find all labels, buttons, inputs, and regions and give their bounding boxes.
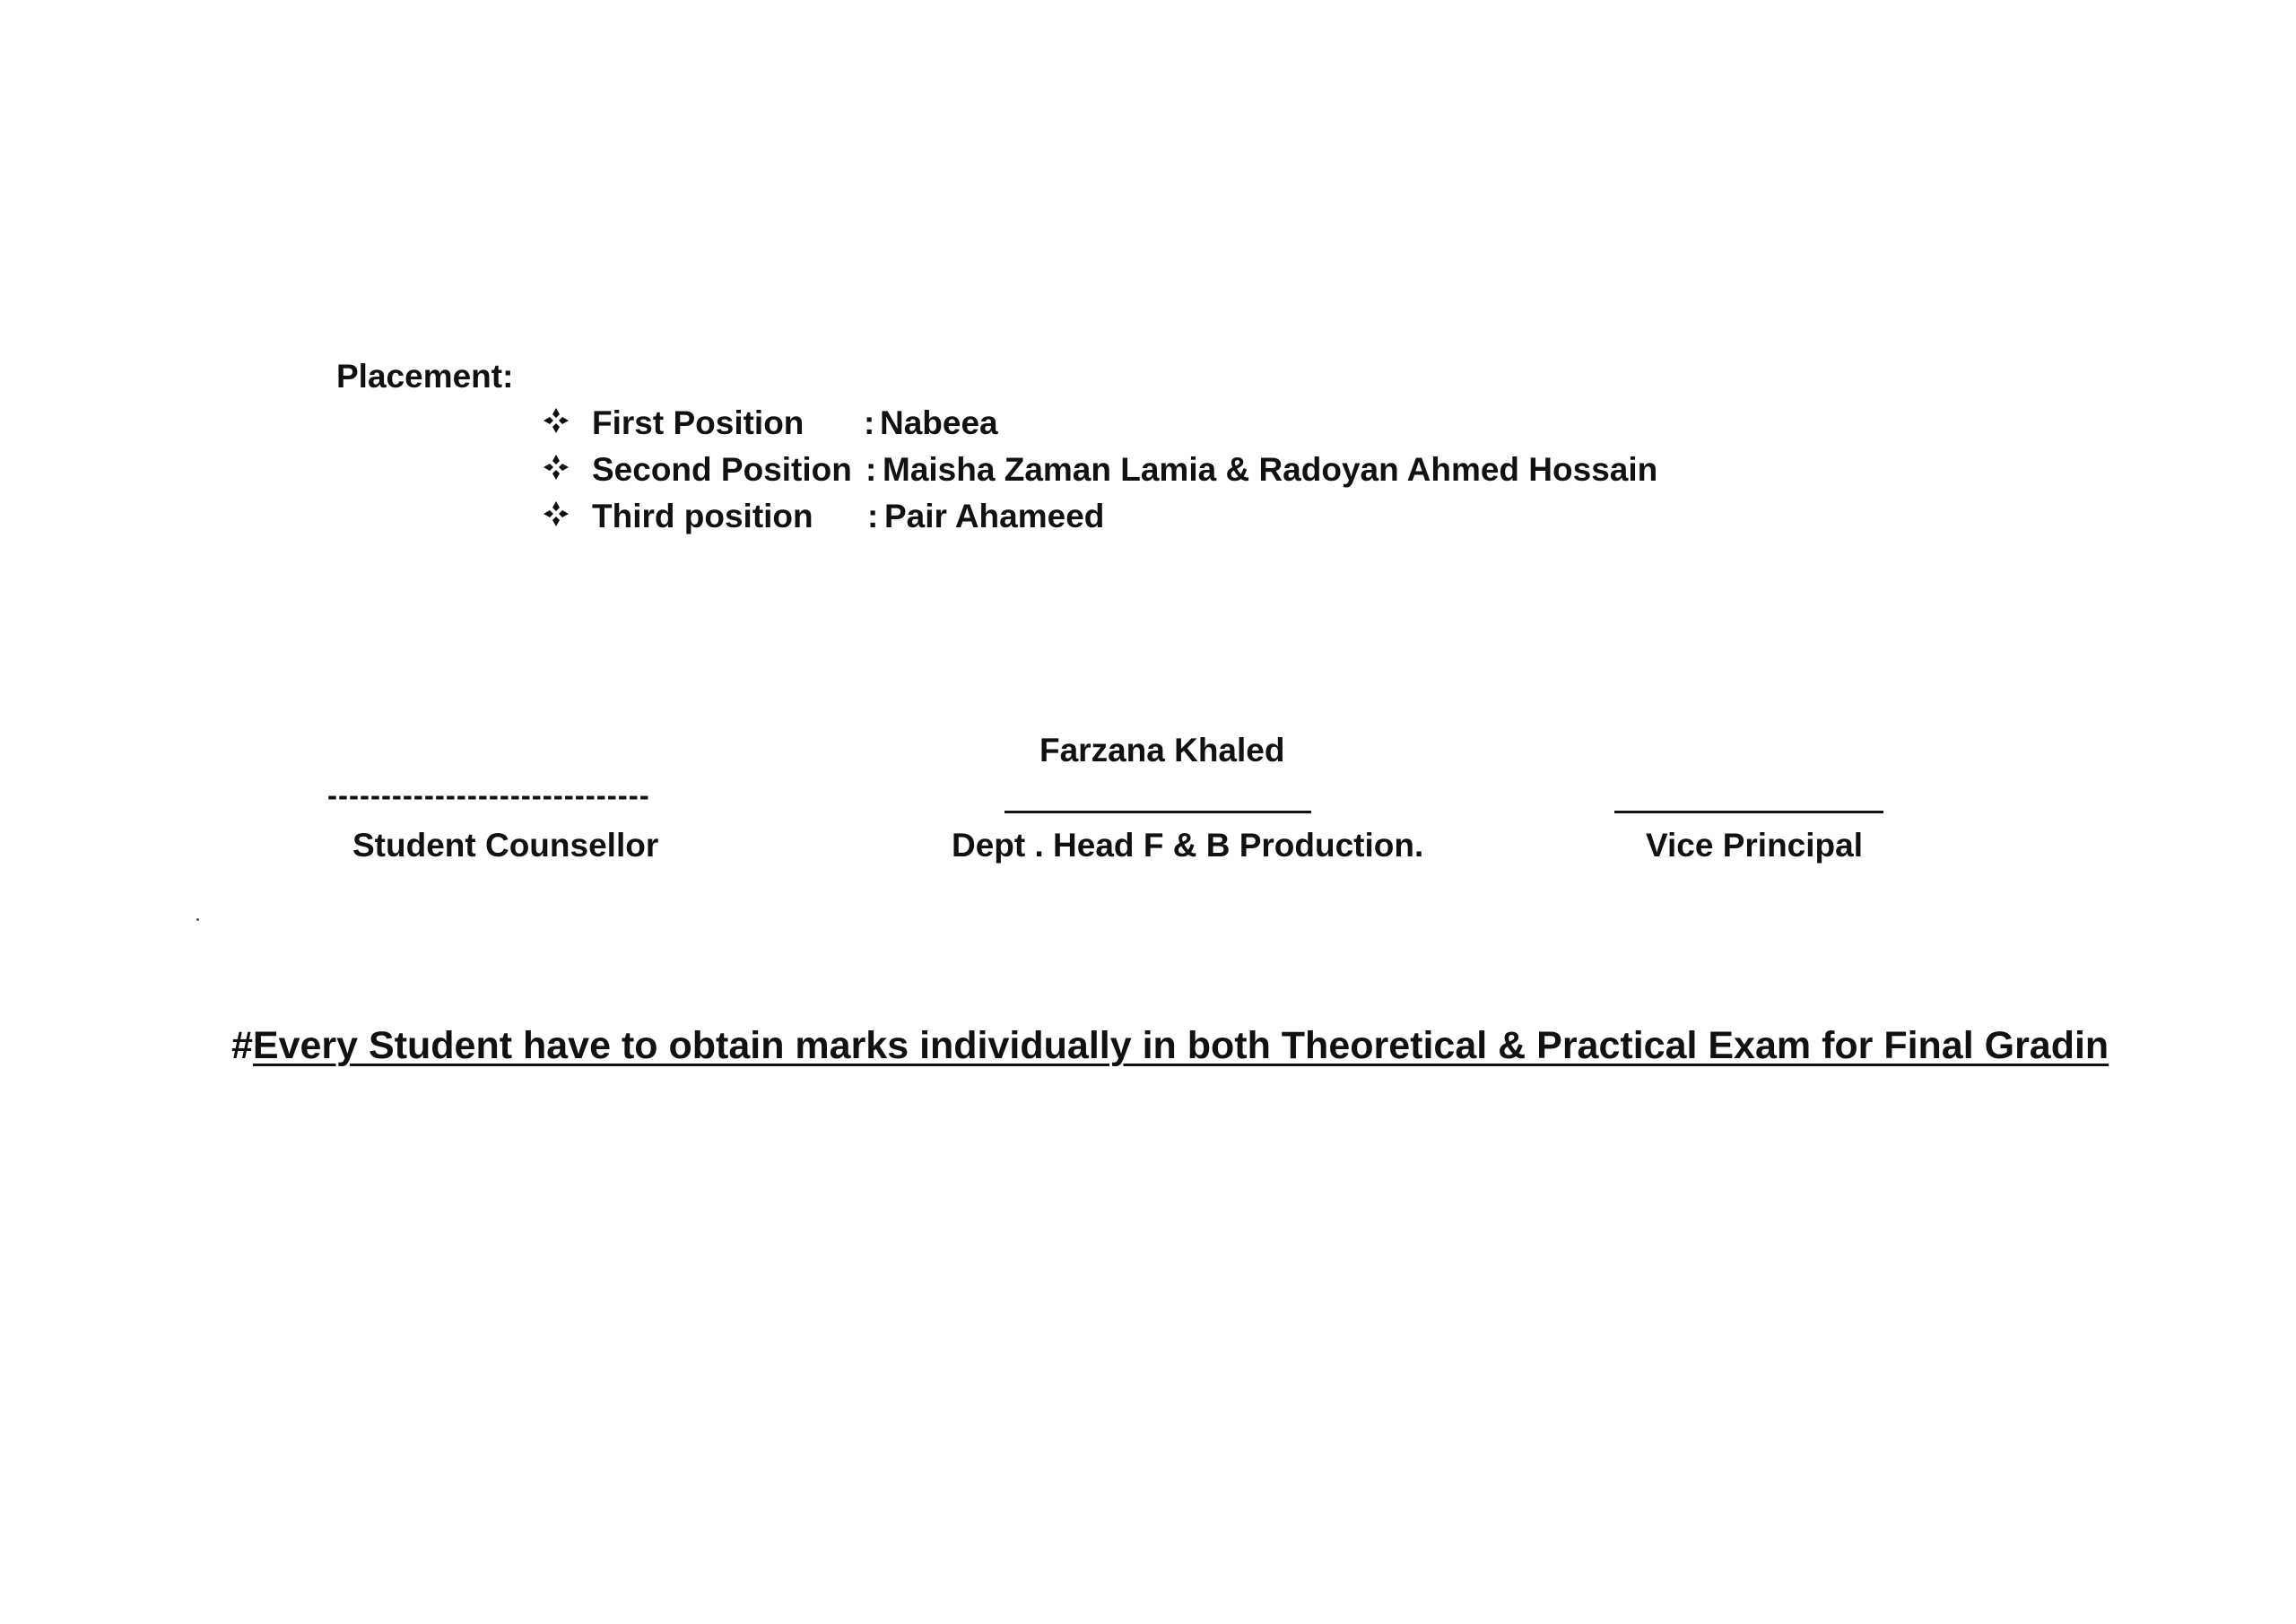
position-separator: : — [864, 404, 875, 441]
position-value: Pair Ahameed — [884, 498, 1105, 534]
position-label: Third position — [592, 498, 813, 534]
placement-list — [543, 404, 1798, 543]
position-separator: : — [867, 498, 879, 534]
student-counsellor-label: Student Counsellor — [352, 827, 659, 864]
grading-note — [231, 1022, 2109, 1069]
dept-head-label: Dept . Head F & B Production. — [952, 827, 1424, 864]
counsellor-signature-line: ------------------------------ — [327, 778, 650, 812]
note-prefix: # — [231, 1024, 253, 1067]
signer-name: Farzana Khaled — [1039, 732, 1285, 769]
placement-item-second — [543, 450, 1798, 497]
position-label: First Position — [592, 404, 804, 441]
stray-dot — [196, 918, 199, 921]
placement-item-third — [543, 497, 1798, 543]
position-label: Second Position — [592, 451, 852, 488]
dept-head-signature-line — [1004, 811, 1311, 813]
diamond-bullet-icon — [543, 407, 570, 434]
vice-principal-signature-line — [1614, 811, 1883, 813]
vice-principal-label: Vice Principal — [1646, 827, 1863, 864]
diamond-bullet-icon — [543, 500, 570, 527]
position-value: Maisha Zaman Lamia & Radoyan Ahmed Hossain — [883, 451, 1658, 488]
position-separator: : — [865, 451, 877, 488]
diamond-bullet-icon — [543, 454, 570, 481]
placement-item-first — [543, 404, 1798, 450]
position-value: Nabeea — [880, 404, 998, 441]
note-text: Every Student have to obtain marks individually in both Theoretical & Practical Exam for Final Gradin — [252, 1024, 2109, 1067]
placement-heading: Placement: — [336, 358, 514, 395]
